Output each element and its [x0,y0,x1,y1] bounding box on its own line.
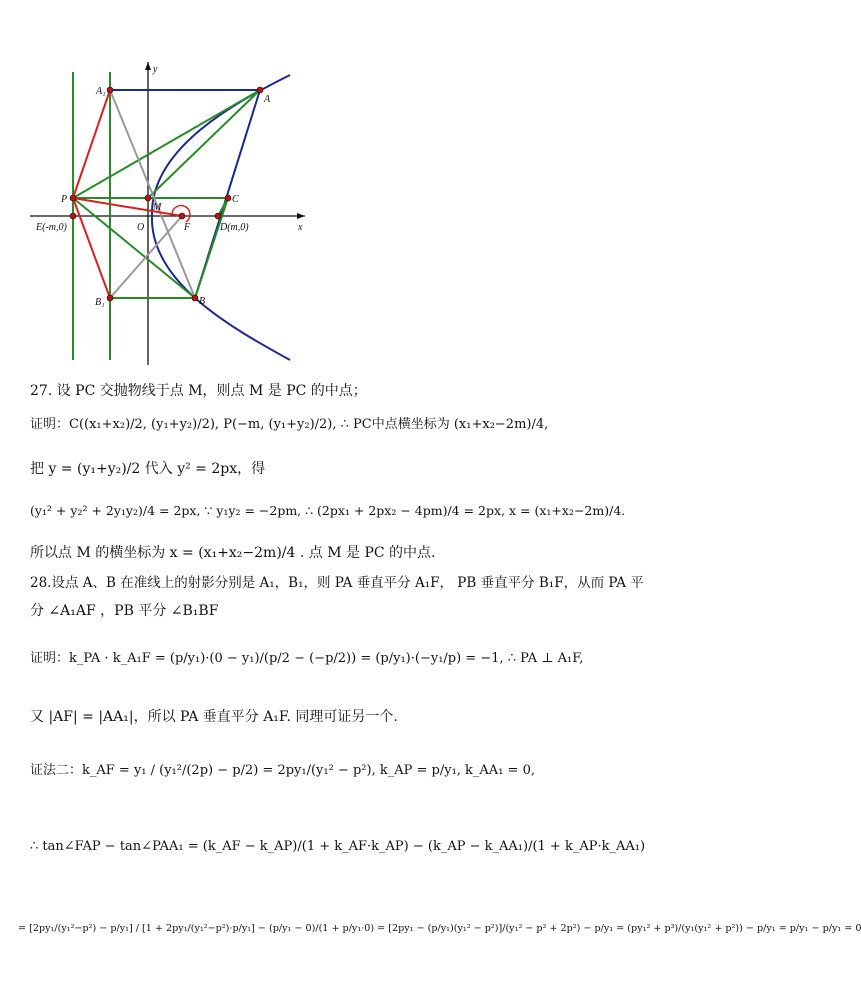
item-27-proof: 证明：C((x₁+x₂)/2, (y₁+y₂)/2), P(−m, (y₁+y₂)/2), ∴ PC中点横坐标为 (x₁+x₂−2m)/4, [30,417,549,432]
point-f [179,213,185,219]
label-d: D(m,0) [220,222,249,233]
label-x: x [298,222,303,233]
label-m: M [153,202,162,213]
item-28-proof: 证明：k_PA · k_A₁F = (p/y₁)·(0 − y₁)/(p/2 − (−p/2)) = (p/y₁)·(−y₁/p) = −1, ∴ PA ⊥ A₁F, [30,651,584,666]
label-a: A [264,94,271,105]
segment-b1-a [110,216,182,298]
segment-a1-b [110,90,195,298]
label-p: P [61,194,68,205]
label-y: y [153,64,158,75]
item-28-statement-cont: 分 ∠A₁AF ，PB 平分 ∠B₁BF [30,603,219,619]
item-27-equation: (y₁² + y₂² + 2y₁y₂)/4 = 2px, ∵ y₁y₂ = −2pm, ∴ (2px₁ + 2px₂ − 4pm)/4 = 2px, x = (x₁+x₂−2m)/4. [30,503,626,518]
point-p [70,195,76,201]
item-27-conclusion: 所以点 M 的横坐标为 x = (x₁+x₂−2m)/4 . 点 M 是 PC 的中点. [30,545,436,561]
y-arrow-icon [145,62,151,70]
segment-b-c [195,198,228,298]
point-e [70,213,76,219]
item-28-final: = [2py₁/(y₁²−p²) − p/y₁] / [1 + 2py₁/(y₁²−p²)·p/y₁] − (p/y₁ − 0)/(1 + p/y₁·0) = [2py₁ − (p/y₁)(y₁² − p²)]/(y₁² − p² + 2p²) − p/y₁ = (py₁² + p³)/(y₁(y₁² + p²)) − p/y₁ = p/y₁ − p/y₁ = 0 [18,923,861,934]
label-b1: B₁ [95,297,105,308]
label-c: C [232,194,239,205]
point-b1 [107,295,113,301]
item-28-method2: 证法二：k_AF = y₁ / (y₁²/(2p) − p/2) = 2py₁/(y₁² − p²), k_AP = p/y₁, k_AA₁ = 0, [30,763,535,778]
point-c [225,195,231,201]
parabola-diagram [0,0,642,370]
point-a1 [107,87,113,93]
label-o: O [137,222,145,233]
point-d [215,213,221,219]
point-a [257,87,263,93]
point-b [192,295,198,301]
label-e: E(-m,0) [36,222,67,233]
segment-p-a1 [73,90,110,198]
item-28-tan: ∴ tan∠FAP − tan∠PAA₁ = (k_AF − k_AP)/(1 + k_AF·k_AP) − (k_AP − k_AA₁)/(1 + k_AP·k_AA₁) [30,839,646,854]
x-arrow-icon [297,213,305,219]
item-28-again: 又 |AF| = |AA₁|，所以 PA 垂直平分 A₁F. 同理可证另一个. [30,709,398,725]
label-f: F [184,222,191,233]
label-b: B [199,296,206,307]
label-a1: A₁ [96,86,106,97]
item-27-title: 27. 设 PC 交抛物线于点 M，则点 M 是 PC 的中点； [30,383,367,399]
item-28-statement: 28.设点 A、B 在准线上的射影分别是 A₁，B₁，则 PA 垂直平分 A₁F， PB 垂直平分 B₁F，从而 PA 平 [30,575,644,591]
point-m [145,195,151,201]
segment-p-f [73,198,182,216]
item-27-substitute: 把 y = (y₁+y₂)/2 代入 y² = 2px，得 [30,461,266,477]
